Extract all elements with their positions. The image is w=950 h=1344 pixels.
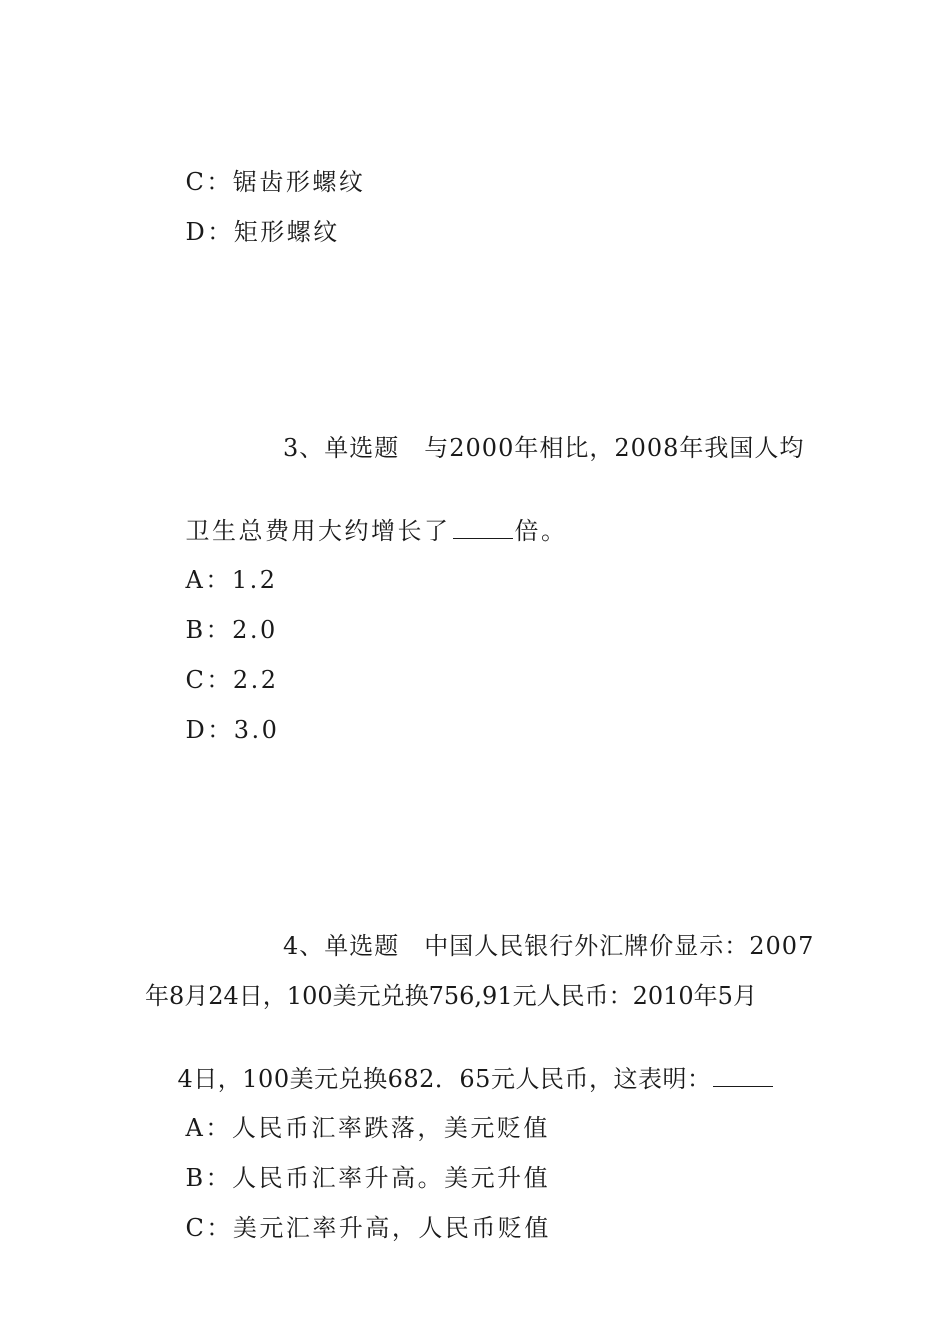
- q3-stem-end: 倍。: [514, 517, 568, 545]
- q4-option-c: [145, 1180, 551, 1276]
- option-label: C：: [185, 1214, 233, 1242]
- q3-stem-line1: 3、单选题 与2000年相比，2008年我国人均: [283, 434, 805, 462]
- option-text: 人民币汇率跌落，美元贬值: [231, 1114, 550, 1142]
- q4-stem-text: 4日，100美元兑换682．65元人民币，这表明：: [177, 1065, 712, 1093]
- option-label: D：: [185, 716, 234, 744]
- option-text: 1.2: [231, 566, 278, 594]
- answer-blank: [713, 1062, 773, 1087]
- option-label: B：: [185, 1164, 233, 1192]
- option-text: 3.0: [233, 716, 280, 744]
- option-text: 2.0: [232, 616, 278, 644]
- q4-stem-line2: 年8月24日，100美元兑换756,91元人民币：2010年5月: [145, 982, 757, 1010]
- option-text: 美元汇率升高，人民币贬值: [232, 1214, 551, 1242]
- option-text: 锯齿形螺纹: [232, 168, 366, 196]
- option-label: A：: [185, 566, 232, 594]
- option-text: 2.2: [232, 666, 279, 694]
- q3-stem-text: 卫生总费用大约增长了: [185, 517, 451, 545]
- option-label: C：: [185, 168, 233, 196]
- q4-stem-line1: 4、单选题 中国人民银行外汇牌价显示：2007: [283, 932, 815, 960]
- option-text: 矩形螺纹: [233, 218, 340, 246]
- q3-option-d: [145, 682, 279, 778]
- option-text: 人民币汇率升高。美元升值: [232, 1164, 551, 1192]
- answer-blank: [453, 514, 513, 539]
- option-label: B：: [185, 616, 233, 644]
- option-label: C：: [185, 666, 233, 694]
- option-label: A：: [185, 1114, 232, 1142]
- option-label: D：: [185, 218, 234, 246]
- q2-option-d: [145, 184, 340, 280]
